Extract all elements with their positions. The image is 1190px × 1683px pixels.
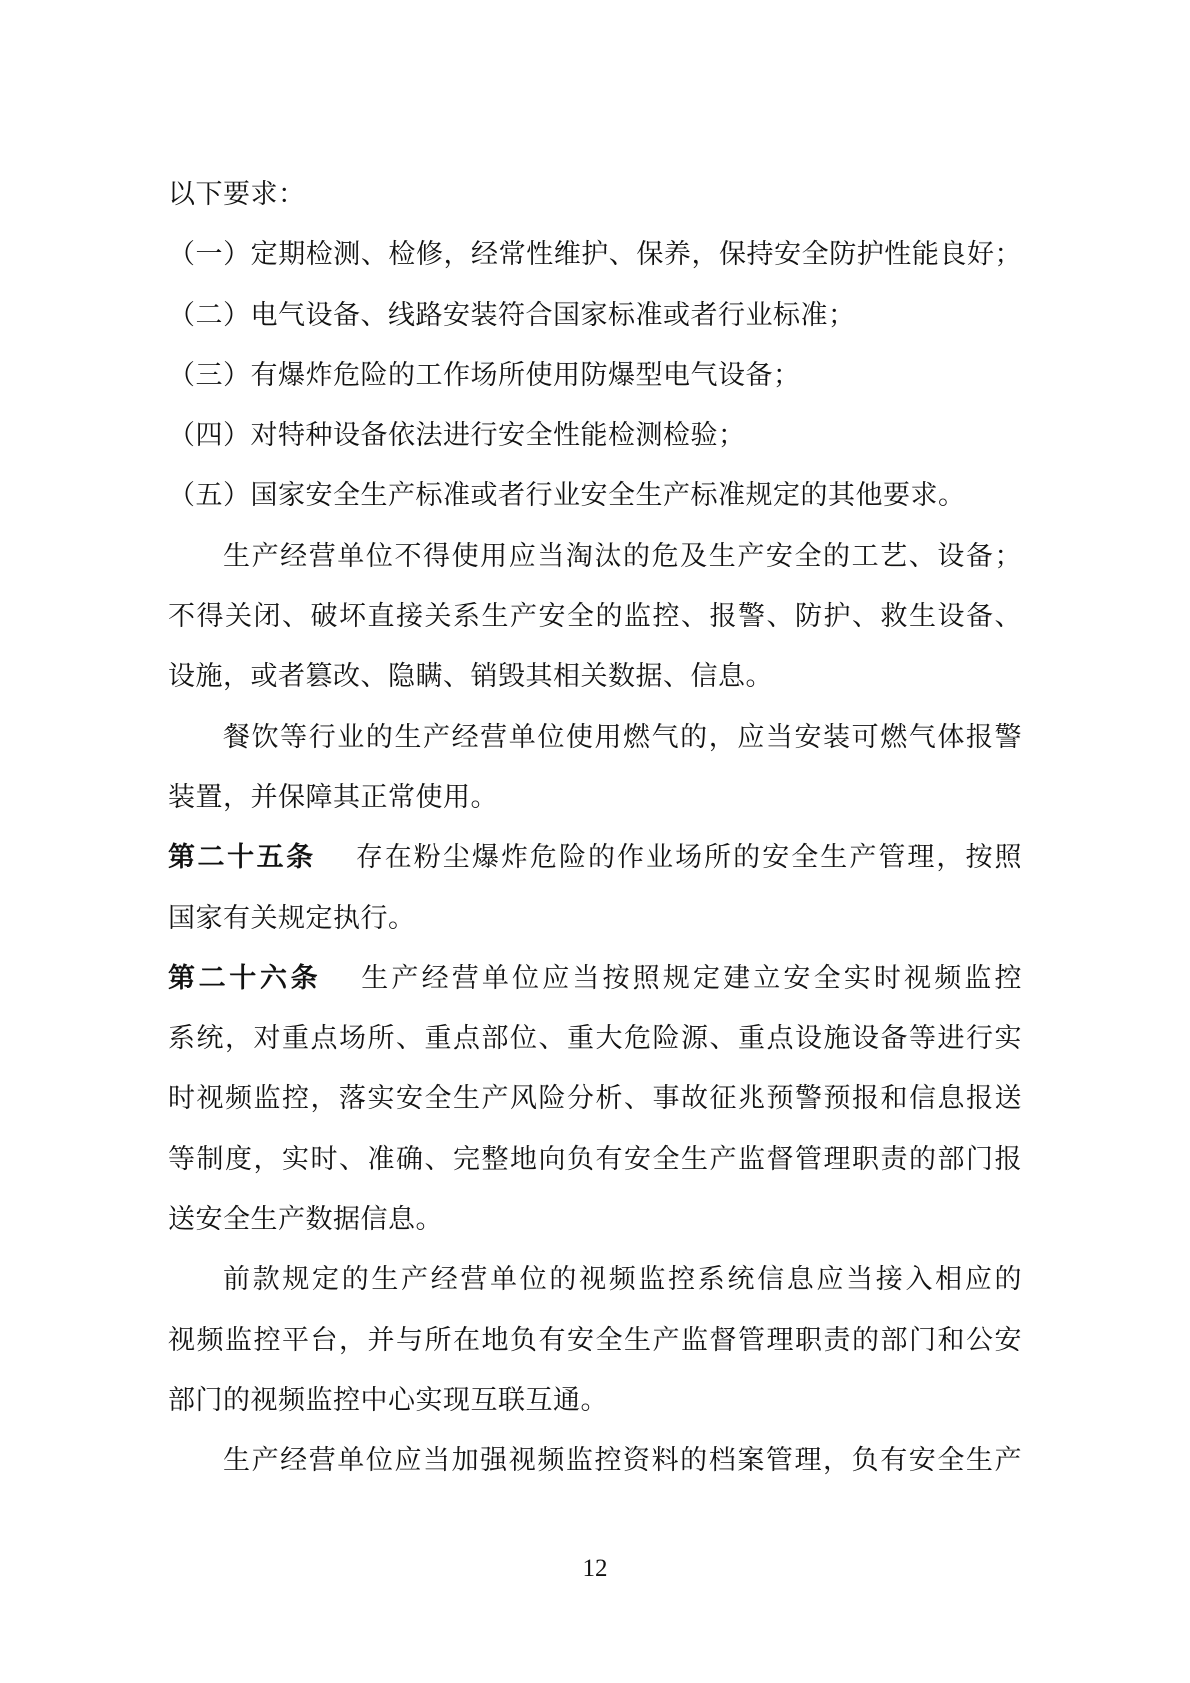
text-line [168,1008,1022,1068]
text-line [168,465,1022,525]
line-text: 生产经营单位不得使用应当淘汰的危及生产安全的工艺、设备； [223,540,1022,571]
text-line [168,888,1022,948]
line-text: 前款规定的生产经营单位的视频监控系统信息应当接入相应的 [223,1264,1022,1295]
line-text: （四）对特种设备依法进行安全性能检测检验； [168,420,746,451]
article-number: 第二十六条 [168,962,322,993]
line-text: 视频监控平台，并与所在地负有安全生产监督管理职责的部门和公安 [168,1324,1022,1355]
document-body [168,164,1022,1491]
text-line [168,1370,1022,1430]
line-text: 存在粉尘爆炸危险的作业场所的安全生产管理，按照 [355,842,1023,873]
line-text: 系统，对重点场所、重点部位、重大危险源、重点设施设备等进行实 [168,1023,1022,1054]
line-text: 装置，并保障其正常使用。 [168,781,498,812]
line-text: 等制度，实时、准确、完整地向负有安全生产监督管理职责的部门报 [168,1143,1022,1174]
text-line [168,586,1022,646]
text-line [168,285,1022,345]
line-text: 时视频监控，落实安全生产风险分析、事故征兆预警预报和信息报送 [168,1083,1022,1114]
line-text: （二）电气设备、线路安装符合国家标准或者行业标准； [168,299,856,330]
line-text: 设施，或者篡改、隐瞒、销毁其相关数据、信息。 [168,661,773,692]
text-line [168,707,1022,767]
article-number: 第二十五条 [168,842,316,873]
line-text: 以下要求： [168,179,306,209]
text-line [168,1068,1022,1128]
line-text: 不得关闭、破坏直接关系生产安全的监控、报警、防护、救生设备、 [168,601,1022,632]
text-line [168,345,1022,405]
text-line [168,1189,1022,1249]
line-text: （三）有爆炸危险的工作场所使用防爆型电气设备； [168,359,801,390]
line-text: （一）定期检测、检修，经常性维护、保养，保持安全防护性能良好； [168,239,1022,270]
line-text: 国家有关规定执行。 [168,902,416,933]
text-line [168,164,1022,224]
line-text: 生产经营单位应当加强视频监控资料的档案管理，负有安全生产 [223,1445,1022,1476]
page-number: 12 [582,1555,608,1582]
line-text: 餐饮等行业的生产经营单位使用燃气的，应当安装可燃气体报警 [223,721,1022,752]
text-line [168,767,1022,827]
text-line [168,1310,1022,1370]
line-text: （五）国家安全生产标准或者行业安全生产标准规定的其他要求。 [168,480,966,511]
article-line [168,827,1022,887]
text-line [168,1430,1022,1490]
text-line [168,1249,1022,1309]
text-line [168,646,1022,706]
text-line [168,1129,1022,1189]
text-line [168,526,1022,586]
article-line [168,948,1022,1008]
line-text: 部门的视频监控中心实现互联互通。 [168,1384,608,1415]
line-text: 生产经营单位应当按照规定建立安全实时视频监控 [361,962,1023,993]
line-text: 送安全生产数据信息。 [168,1204,443,1235]
text-line [168,405,1022,465]
text-line [168,224,1022,284]
